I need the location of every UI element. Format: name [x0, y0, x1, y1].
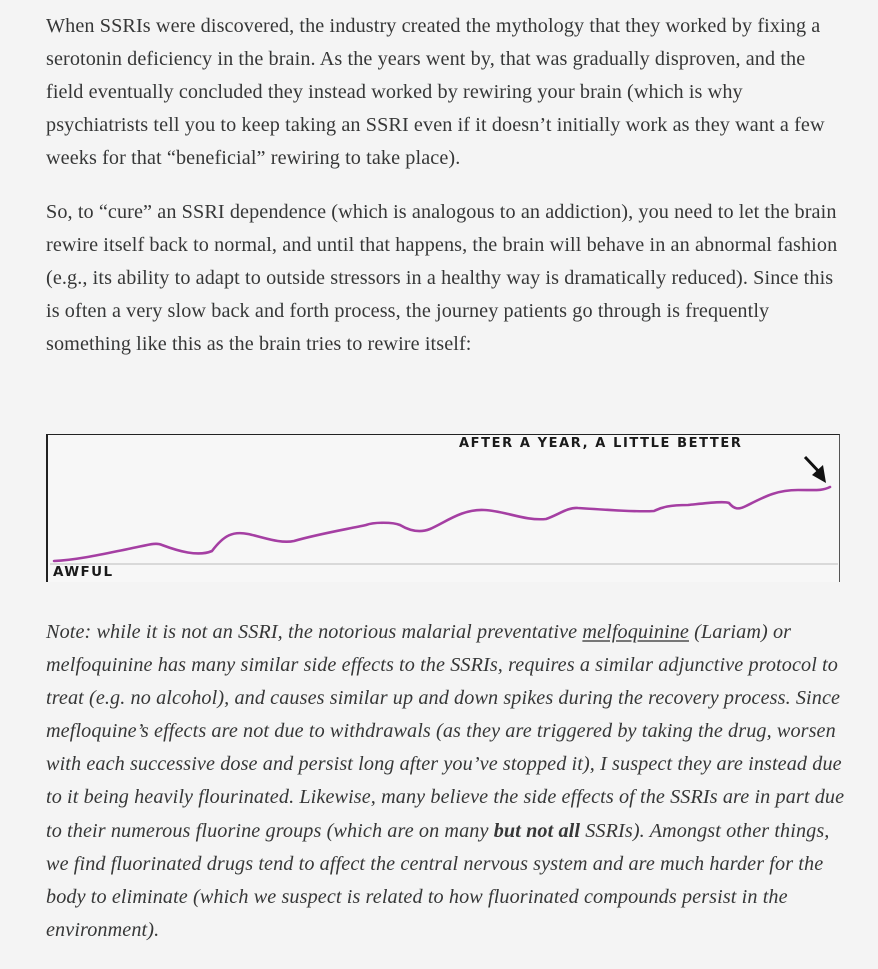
- footnote-note: [46, 616, 846, 947]
- recovery-line-chart: [48, 435, 842, 583]
- after-a-year-label: AFTER A YEAR, A LITTLE BETTER: [459, 436, 743, 451]
- melfoquinine-link[interactable]: melfoquinine: [582, 621, 689, 643]
- note-ending: SSRIs). Amongst other things, we find fluorinated drugs tend to affect the central nervous system and are much harder for the body to eliminate (which we suspect is related to how fluorinated compounds persist in the environment).: [46, 819, 830, 941]
- note-emphasis: but not all: [493, 819, 581, 842]
- article-body: [46, 10, 846, 361]
- note-paragraph: [46, 616, 846, 947]
- paragraph-ssri-mythology: When SSRIs were discovered, the industry created the mythology that they worked by fixing a serotonin deficiency in the brain. As the years went by, that was gradually disproven, and the field eventually concluded they instead worked by rewiring your brain (which is why psychiatrists tell you to keep taking an SSRI even if it doesn’t initially work as they want a few weeks for that “beneficial” rewiring to take place).: [46, 15, 825, 169]
- awful-label: AWFUL: [53, 564, 114, 580]
- note-intro: Note: while it is not an SSRI, the notorious malarial preventative: [46, 621, 583, 643]
- paragraph-ssri-dependence: So, to “cure” an SSRI dependence (which is analogous to an addiction), you need to let the brain rewire itself back to normal, and until that happens, the brain will behave in an abnormal fashion (e.g., its ability to adapt to outside stressors in a healthy way is dramatically reduced). Since this is often a very slow back and forth process, the journey patients go through is frequently something like this as the brain tries to rewire itself:: [46, 201, 838, 355]
- arrow-icon: [805, 457, 826, 483]
- recovery-trajectory-figure: [46, 434, 840, 582]
- recovery-curve: [54, 487, 830, 561]
- note-body: (Lariam) or melfoquinine has many similar side effects to the SSRIs, requires a similar adjunctive protocol to treat (e.g. no alcohol), and causes similar up and down spikes during the recovery process. Since mefloquine’s effects are not due to withdrawals (as they are triggered by taking the drug, worsen with each successive dose and persist long after you’ve stopped it), I suspect they are instead due to it being heavily flourinated. Likewise, many believe the side effects of the SSRIs are in part due to their numerous fluorine groups (which are on many: [46, 621, 845, 842]
